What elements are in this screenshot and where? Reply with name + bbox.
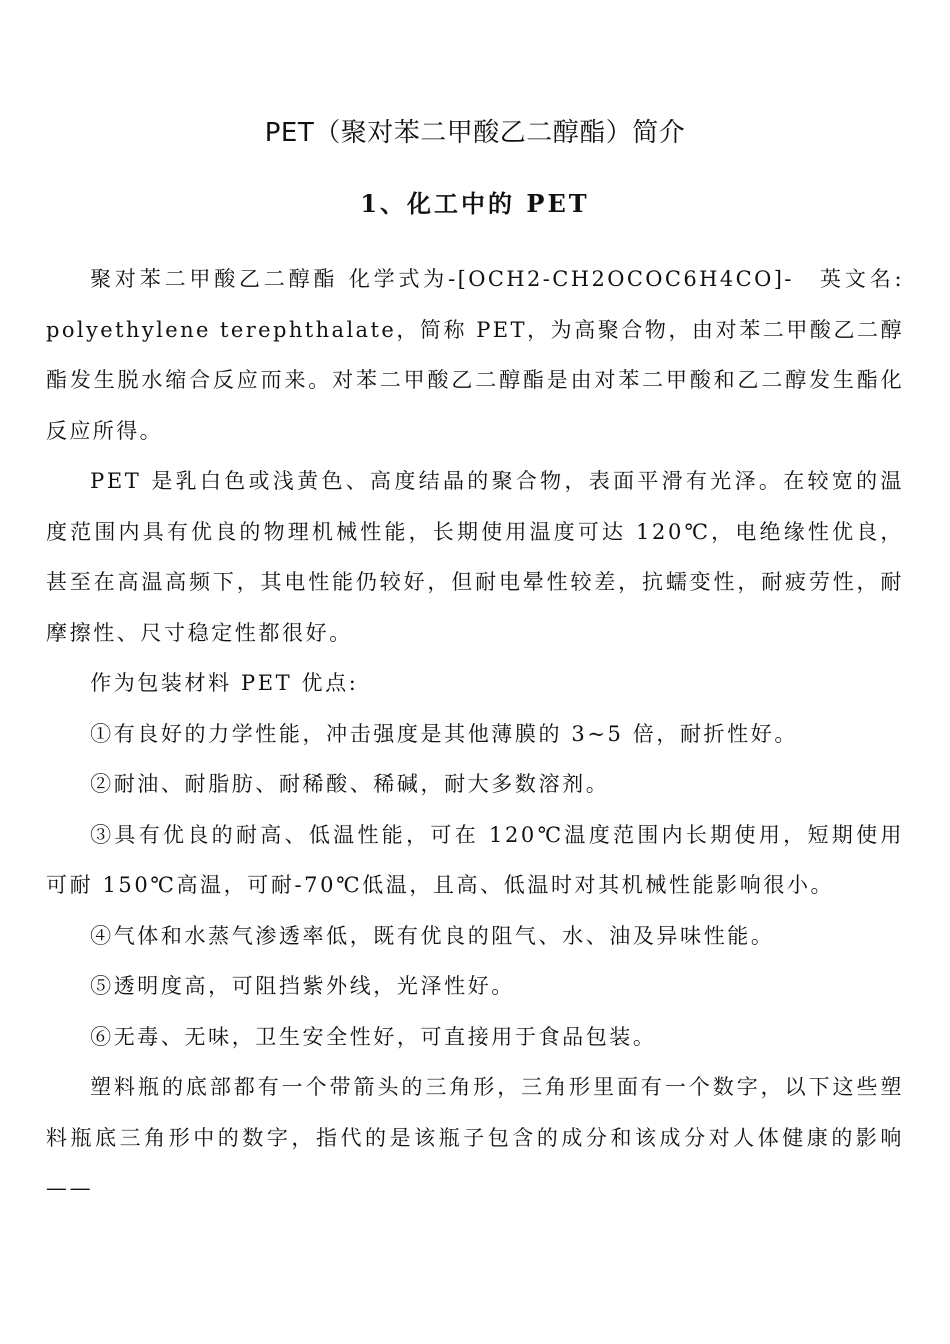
paragraph-properties: PET 是乳白色或浅黄色、高度结晶的聚合物，表面平滑有光泽。在较宽的温度范围内具有优良的物理机械性能，长期使用温度可达 120℃，电绝缘性优良，甚至在高温高频下，其电性能仍较好，但耐电晕性较差，抗蠕变性，耐疲劳性，耐摩擦性、尺寸稳定性都很好。 [46,469,904,645]
document-body [46,254,904,1214]
advantage-item-1: ①有良好的力学性能，冲击强度是其他薄膜的 3~5 倍，耐折性好。 [90,721,798,746]
advantage-item-4: ④气体和水蒸气渗透率低，既有优良的阻气、水、油及异味性能。 [90,923,775,948]
advantage-item-5: ⑤透明度高，可阻挡紫外线，光泽性好。 [90,974,515,998]
paragraph-intro: 聚对苯二甲酸乙二醇酯 化学式为-[OCH2-CH2OCOC6H4CO]- 英文名: polyethylene terephthalate，简称 PET，为高聚合物，由对苯二甲酸乙二醇酯发生脱水缩合反应而来。对苯二甲酸乙二醇酯是由对苯二甲酸和乙二醇发生酯化反应所得。 [46,267,904,443]
advantage-item-6: ⑥无毒、无味，卫生安全性好，可直接用于食品包装。 [90,1024,657,1049]
advantage-item-3: ③具有优良的耐高、低温性能，可在 120℃温度范围内长期使用，短期使用可耐 150℃高温，可耐-70℃低温，且高、低温时对其机械性能影响很小。 [46,822,904,897]
advantage-item-2: ②耐油、耐脂肪、耐稀酸、稀碱，耐大多数溶剂。 [90,772,610,796]
section-heading: 1、化工中的 PET [360,189,590,218]
paragraph-advantages-heading: 作为包装材料 PET 优点: [90,671,359,695]
paragraph-bottle-triangle: 塑料瓶的底部都有一个带箭头的三角形，三角形里面有一个数字，以下这些塑料瓶底三角形中的数字，指代的是该瓶子包含的成分和该成分对人体健康的影响 —— [46,1075,904,1200]
document-title: PET（聚对苯二甲酸乙二醇酯）简介 [264,118,686,148]
